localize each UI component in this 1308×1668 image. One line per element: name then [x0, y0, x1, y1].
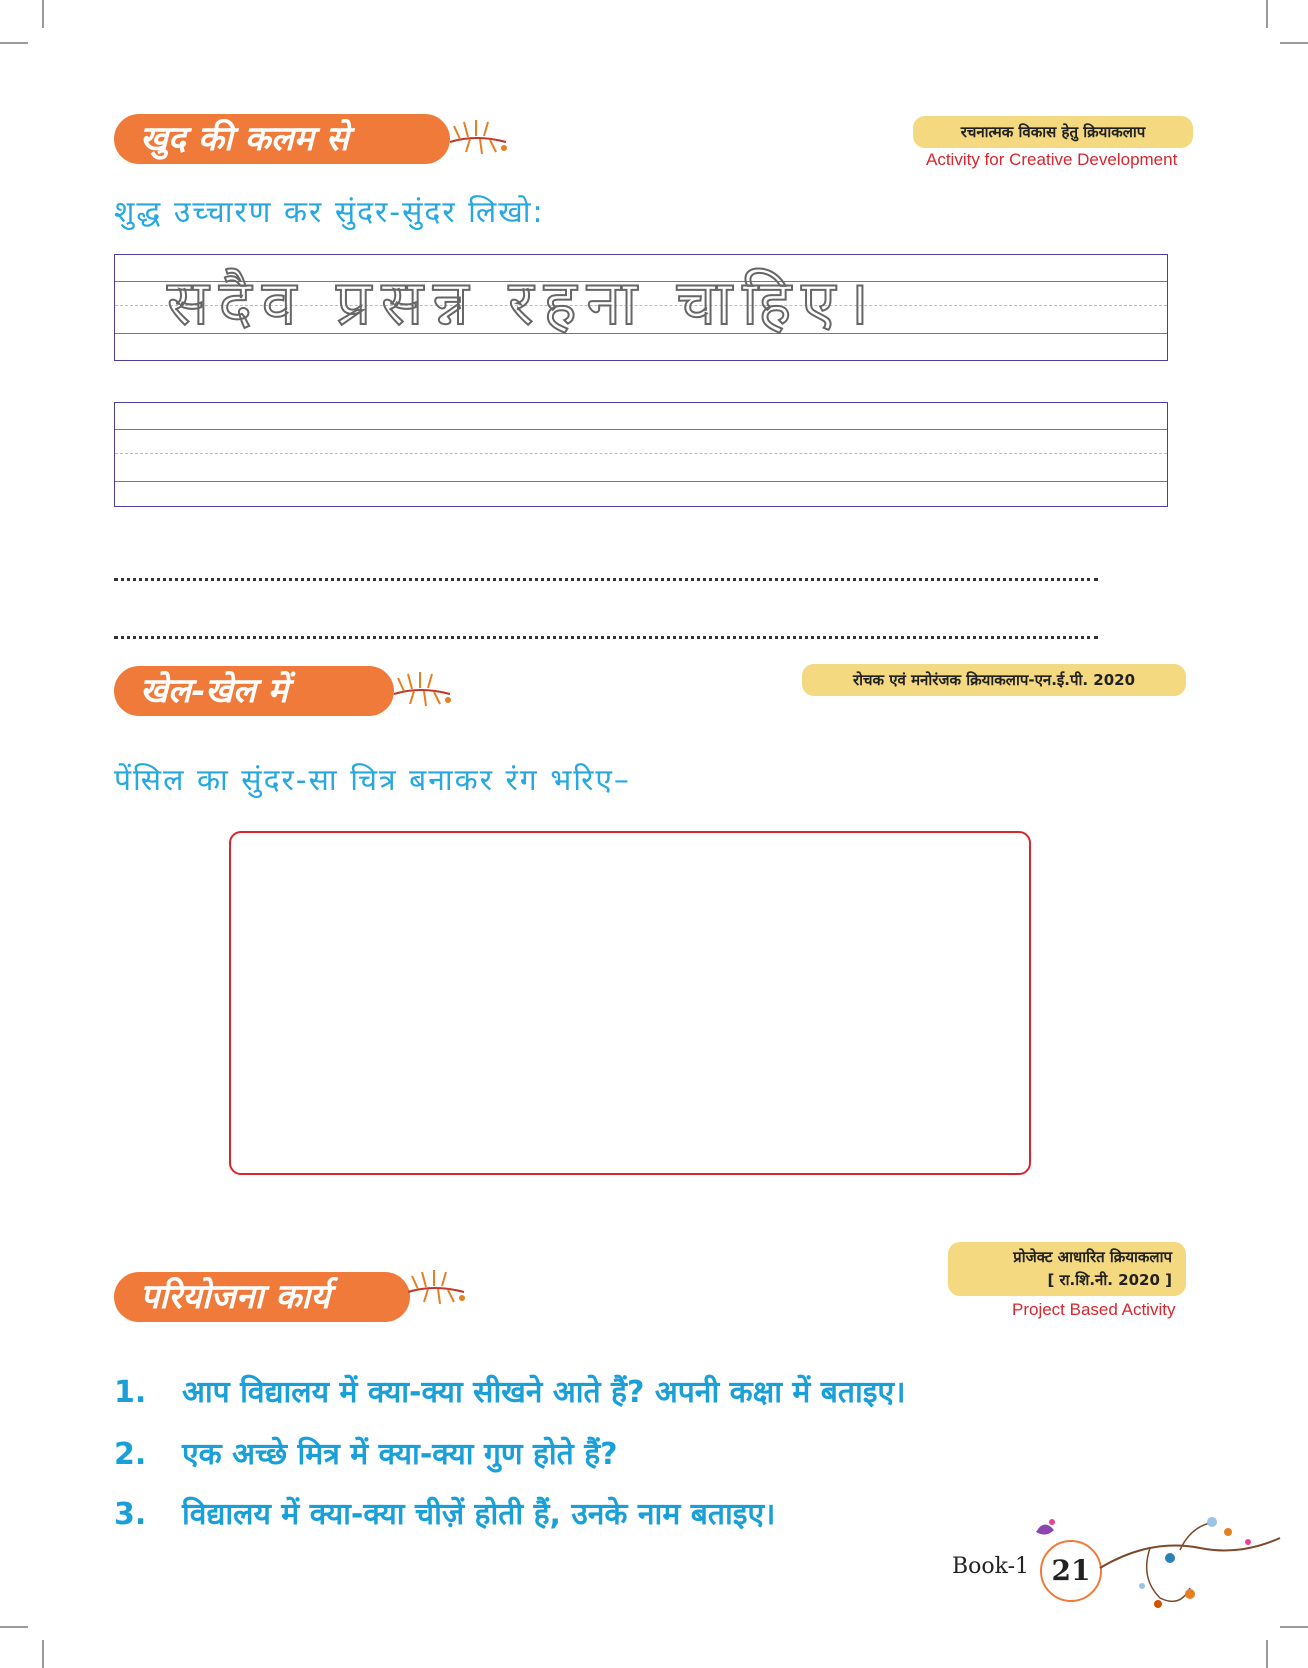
section-heading-play [114, 666, 394, 716]
heading-text: परियोजना कार्य [140, 1277, 330, 1317]
creative-tag-english: Activity for Creative Development [926, 150, 1178, 169]
drawing-box[interactable] [229, 831, 1031, 1175]
heading-text: खेल-खेल में [140, 671, 289, 711]
question-number: 3. [114, 1497, 147, 1532]
question-number: 1. [114, 1375, 147, 1410]
crop-mark [0, 42, 28, 44]
question-item [114, 1370, 906, 1411]
creative-tag-text: रचनात्मक विकास हेतु क्रियाकलाप [960, 123, 1146, 141]
crop-mark [42, 1640, 44, 1668]
crop-mark [0, 1626, 28, 1628]
dotted-writing-line[interactable] [114, 578, 1098, 581]
project-tag-line2: [ रा.शि.नी. 2020 ] [1047, 1271, 1172, 1289]
question-text: विद्यालय में क्या-क्या चीज़ें होती हैं, उनके नाम बताइए। [182, 1497, 776, 1532]
ruled-line-bottom [115, 481, 1167, 482]
project-tag-english: Project Based Activity [1012, 1300, 1176, 1319]
creative-instruction: शुद्ध उच्चारण कर सुंदर-सुंदर लिखो: [114, 195, 545, 230]
heading-text: खुद की कलम से [140, 119, 349, 159]
ruled-line-middle [115, 453, 1167, 454]
writing-box[interactable] [114, 402, 1168, 507]
crop-mark [1280, 1626, 1308, 1628]
project-tag-line1: प्रोजेक्ट आधारित क्रियाकलाप [1013, 1248, 1172, 1266]
crop-mark [1266, 1640, 1268, 1668]
crop-mark [42, 0, 44, 28]
crop-mark [1266, 0, 1268, 28]
question-text: आप विद्यालय में क्या-क्या सीखने आते हैं? अपनी कक्षा में बताइए। [182, 1375, 906, 1410]
dotted-writing-line[interactable] [114, 636, 1098, 639]
play-instruction: पेंसिल का सुंदर-सा चित्र बनाकर रंग भरिए– [114, 763, 631, 798]
book-label: Book-1 [952, 1554, 1030, 1579]
tracing-text: सदैव प्रसन्न रहना चाहिए। [167, 266, 879, 339]
leaf-sprig-icon [446, 112, 510, 162]
play-tag-text: रोचक एवं मनोरंजक क्रियाकलाप-एन.ई.पी. 2020 [852, 671, 1136, 689]
tracing-box [114, 254, 1168, 361]
question-item [114, 1492, 775, 1533]
creative-tag [913, 116, 1193, 148]
section-heading-creative [114, 114, 450, 164]
page-number: 21 [1051, 1554, 1091, 1587]
leaf-sprig-icon [404, 1262, 468, 1312]
section-heading-project [114, 1272, 410, 1322]
question-number: 2. [114, 1437, 147, 1472]
play-tag [802, 664, 1186, 696]
question-item [114, 1432, 618, 1473]
project-tag [948, 1242, 1186, 1296]
crop-mark [1280, 42, 1308, 44]
leaf-sprig-icon [390, 664, 454, 714]
question-text: एक अच्छे मित्र में क्या-क्या गुण होते हैं? [182, 1437, 618, 1472]
ruled-line-top [115, 429, 1167, 430]
floral-branch-icon [1030, 1508, 1290, 1618]
